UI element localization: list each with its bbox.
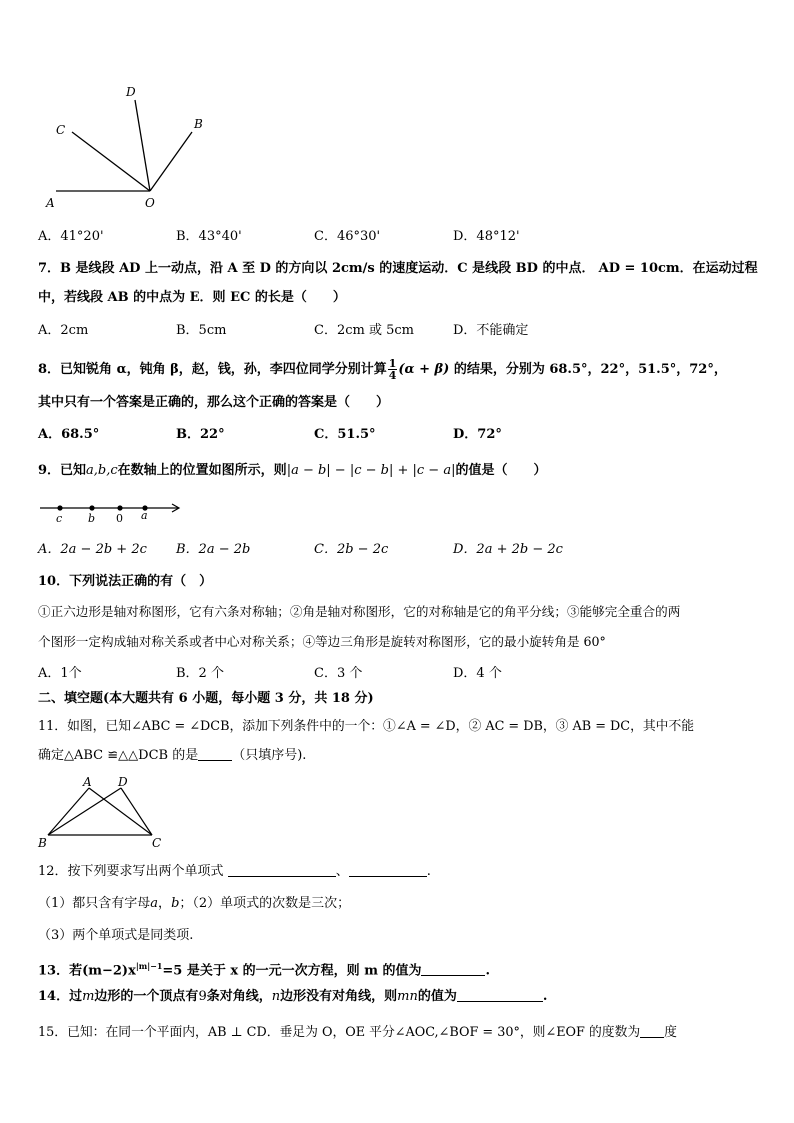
q8-option-d: D．72°	[453, 427, 502, 442]
q7-text-b: AD = 10cm．在运动过程	[598, 261, 758, 276]
q11-line2	[38, 747, 306, 765]
label-o: O	[145, 196, 155, 210]
axis-label-0: 0	[116, 512, 123, 525]
q9-option-d	[453, 541, 563, 559]
q11-text-b: （只填序号).	[232, 748, 307, 763]
q9-option-b-text: B．2a − 2b	[176, 542, 251, 557]
q12-text-a: 12．按下列要求写出两个单项式	[38, 864, 224, 879]
q12-text-b: （1）都只含有字母	[38, 896, 151, 911]
label-c: C	[56, 123, 66, 137]
q13-line	[38, 957, 490, 980]
q15-line	[38, 1024, 677, 1042]
triangle-figure	[36, 774, 176, 850]
section-2-heading: 二、填空题(本大题共有 6 小题，每小题 3 分，共 18 分)	[38, 691, 374, 706]
tri-label-a: A	[83, 775, 92, 789]
tri-label-d: D	[118, 775, 128, 789]
q9-option-c-text: C．2b − 2c	[314, 542, 389, 557]
q13-answer-blank[interactable]	[421, 962, 485, 976]
q6-option-b: B．43°40'	[176, 229, 242, 244]
tri-label-c: C	[152, 836, 162, 850]
q13-end: .	[485, 963, 491, 979]
q14-line	[38, 988, 547, 1006]
q13-text-a: 13．若(m−2)x	[38, 963, 136, 979]
q11-answer-blank[interactable]	[198, 747, 232, 761]
q9-text-c: 的值是（ ）	[455, 463, 547, 478]
q9-text-b: 在数轴上的位置如图所示，则	[117, 463, 287, 478]
q11-line1: 11．如图，已知∠ABC = ∠DCB，添加下列条件中的一个：①∠A = ∠D，② AC = DB，③ AB = DC，其中不能	[38, 719, 695, 734]
q13-text-b: =5 是关于 x 的一元一次方程，则 m 的值为	[162, 963, 422, 979]
q12-var-a: a	[150, 896, 159, 911]
q8-option-c: C．51.5°	[314, 427, 376, 442]
q9-expr: |a − b| − |c − b| + |c − a|	[286, 463, 456, 478]
q7-option-d: D．不能确定	[453, 323, 529, 338]
q8-fraction	[388, 358, 398, 381]
q14-var-m: m	[82, 989, 95, 1004]
q13-exponent: |m|−1	[135, 961, 163, 971]
q14-text-d: 边形没有对角线，则	[280, 989, 398, 1004]
tri-label-b: B	[38, 836, 47, 850]
q14-text-e: 的值为	[417, 989, 457, 1004]
q15-text-b: 度	[664, 1025, 677, 1040]
q10-line2: ①正六边形是轴对称图形，它有六条对称轴；②角是轴对称图形，它的对称轴是它的角平分线；③能够完全重合的两	[38, 604, 681, 619]
q8-option-b: B．22°	[176, 427, 225, 442]
axis-label-c: c	[56, 512, 63, 525]
q7-number: 7．	[38, 261, 61, 276]
q14-var-mn: mn	[397, 989, 418, 1004]
q8-line2: 其中只有一个答案是正确的，那么这个正确的答案是（ ）	[38, 395, 390, 410]
q6-option-a: A．41°20'	[38, 229, 104, 244]
q12-answer-blank-1[interactable]	[228, 863, 336, 877]
q8-line1	[38, 358, 727, 381]
q12-line2	[38, 895, 350, 913]
q15-answer-blank[interactable]	[640, 1024, 664, 1038]
q8-frac-num: 1	[388, 357, 397, 370]
q8-expr: (α + β)	[398, 362, 450, 377]
q9-option-d-text: D．2a + 2b − 2c	[453, 542, 563, 557]
q7-line2: 中，若线段 AB 的中点为 E．则 EC 的长是（ ）	[38, 290, 346, 305]
q9-option-a-text: A．2a − 2b + 2c	[38, 542, 147, 557]
q9-option-a	[38, 541, 147, 559]
q12-sep: 、	[335, 864, 349, 879]
q6-option-c: C．46°30'	[314, 229, 381, 244]
q12-var-b: b	[171, 896, 180, 911]
q14-text-a: 14．过	[38, 989, 83, 1004]
label-a: A	[46, 196, 55, 210]
q14-var-n: n	[271, 989, 281, 1004]
q6-option-d: D．48°12'	[453, 229, 520, 244]
q7-text-a: B 是线段 AD 上一动点，沿 A 至 D 的方向以 2cm/s 的速度运动．C 是线段 BD 的中点．	[60, 261, 595, 276]
label-b: B	[194, 117, 203, 131]
q9-vars: a,b,c	[86, 463, 118, 478]
q7-option-a: A．2cm	[38, 323, 89, 338]
q8-text-a: 8．已知锐角 α，钝角 β，赵，钱，孙，李四位同学分别计算	[38, 362, 387, 377]
q12-comma: ，	[158, 896, 172, 911]
q14-end: .	[542, 989, 548, 1004]
q12-end: .	[426, 864, 431, 879]
q12-answer-blank-2[interactable]	[349, 863, 427, 877]
q8-frac-den: 4	[388, 369, 397, 382]
angle-figure	[40, 80, 220, 215]
q14-text-b: 边形的一个顶点有	[94, 989, 199, 1004]
q10-line1: 10．下列说法正确的有（ ）	[38, 574, 213, 589]
axis-label-b: b	[88, 512, 96, 525]
q10-option-b: B．2 个	[176, 666, 224, 681]
q12-line1	[38, 863, 431, 881]
number-line-figure	[38, 498, 188, 528]
q9-text-a: 9．已知	[38, 463, 87, 478]
q8-option-a: A．68.5°	[38, 427, 100, 442]
q14-answer-blank[interactable]	[457, 988, 543, 1002]
q9-option-b	[176, 541, 250, 559]
q7-line1	[38, 260, 758, 278]
q7-option-b: B．5cm	[176, 323, 227, 338]
label-d: D	[126, 85, 136, 99]
q10-option-a: A．1个	[38, 666, 82, 681]
q8-text-b: 的结果，分别为 68.5°，22°，51.5°，72°，	[453, 362, 727, 377]
q14-num-9: 9	[198, 989, 207, 1004]
q11-text-a: 确定△ABC ≌△△DCB 的是	[38, 748, 199, 763]
q9-line1	[38, 462, 546, 480]
q14-text-c: 条对角线，	[206, 989, 272, 1004]
q10-line3: 个图形一定构成轴对称关系或者中心对称关系；④等边三角形是旋转对称图形，它的最小旋转角是 60°	[38, 634, 606, 649]
q12-text-c: ；（2）单项式的次数是三次；	[179, 896, 351, 911]
q15-text-a: 15．已知：在同一个平面内，AB ⊥ CD．垂足为 O，OE 平分∠AOC,∠BOF = 30°，则∠EOF 的度数为	[38, 1025, 641, 1040]
q10-option-d: D．4 个	[453, 666, 502, 681]
q10-option-c: C．3 个	[314, 666, 363, 681]
axis-label-a: a	[141, 509, 148, 522]
q7-option-c: C．2cm 或 5cm	[314, 323, 414, 338]
q9-option-c	[314, 541, 388, 559]
q12-line3: （3）两个单项式是同类项.	[38, 928, 194, 943]
